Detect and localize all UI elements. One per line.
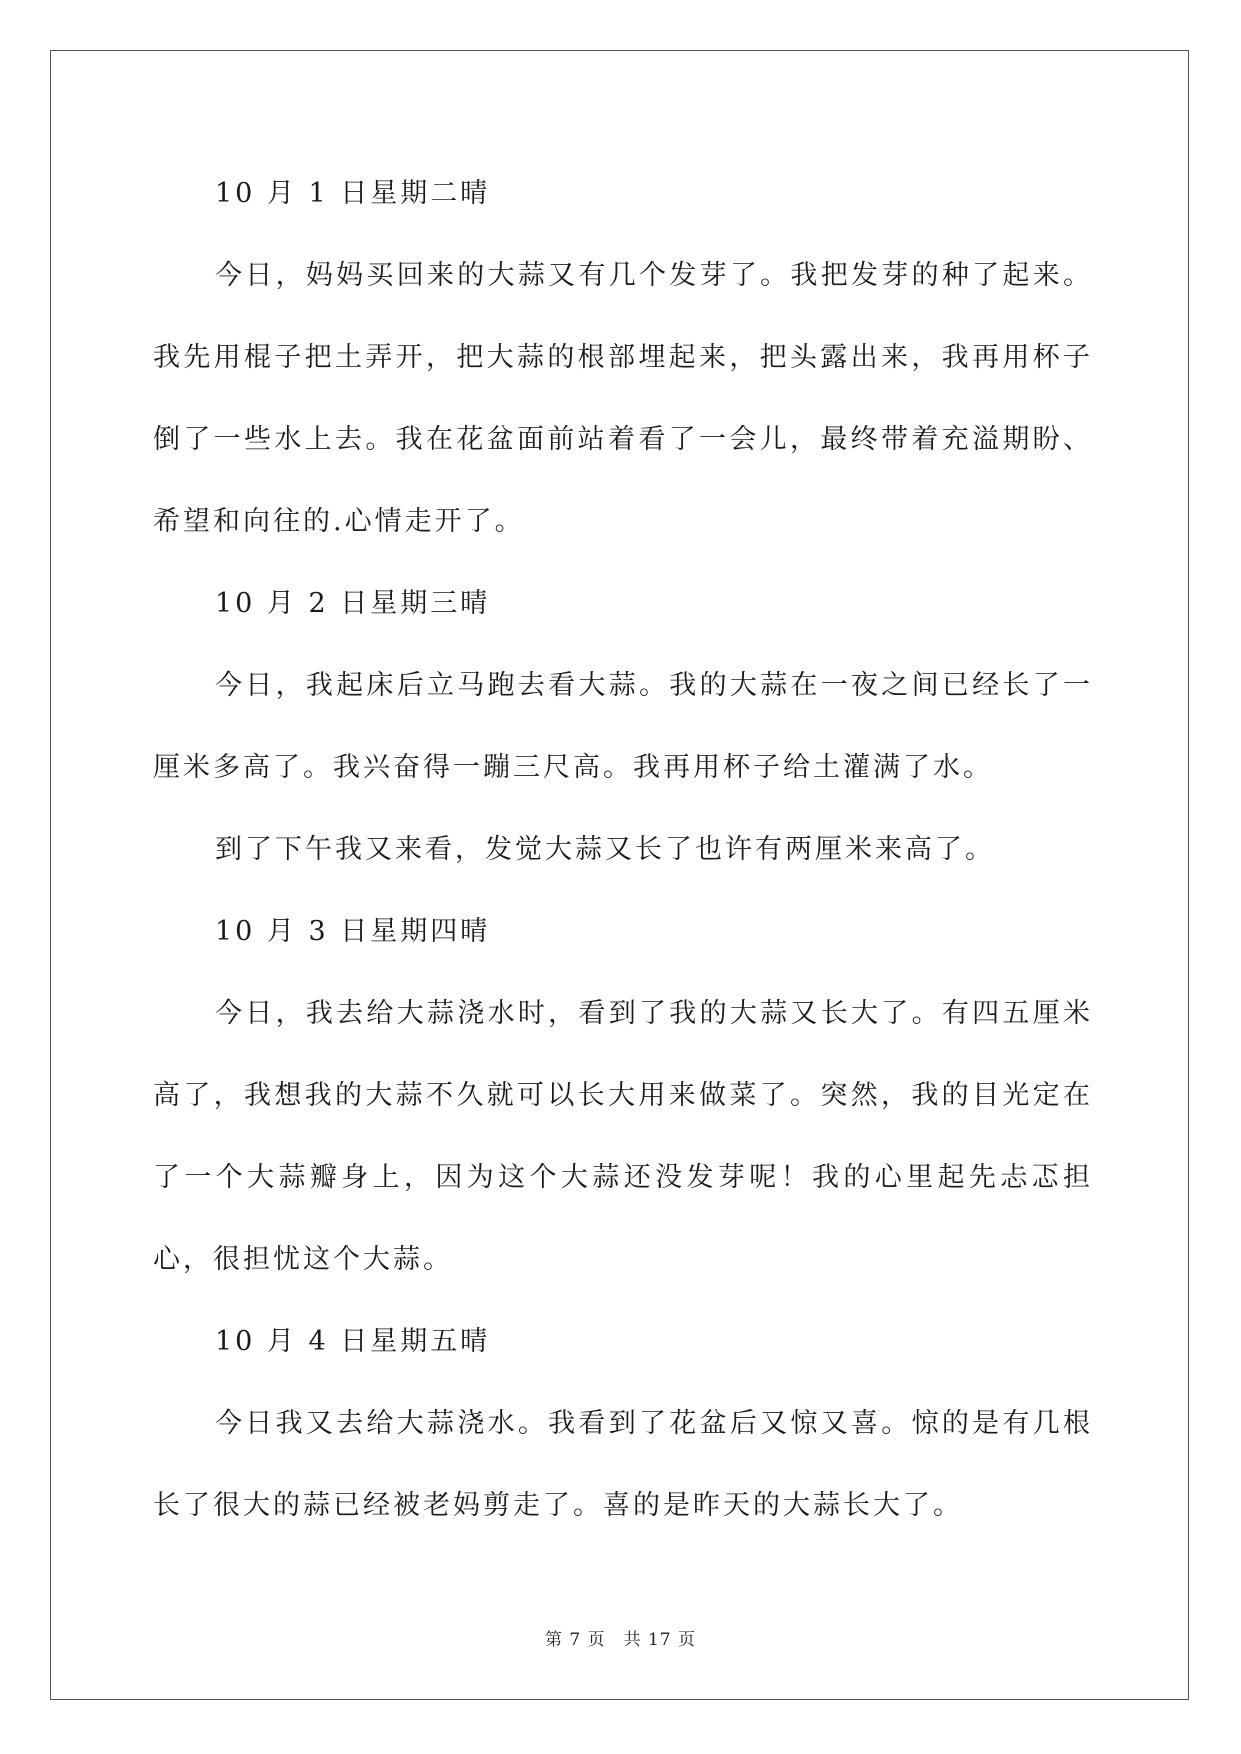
diary-entry-paragraph: 今日，我起床后立马跑去看大蒜。我的大蒜在一夜之间已经长了一厘米多高了。我兴奋得一蹦三尺高。我再用杯子给土灌满了水。 — [153, 670, 1093, 783]
diary-entry-paragraph: 今日，我去给大蒜浇水时，看到了我的大蒜又长大了。有四五厘米高了，我想我的大蒜不久就可以长大用来做菜了。突然，我的目光定在了一个大蒜瓣身上，因为这个大蒜还没发芽呢！我的心里起先忐忑担心，很担忧这个大蒜。 — [153, 998, 1093, 1275]
page-total: 共 17 页 — [623, 1630, 697, 1650]
document-body — [153, 153, 1093, 1547]
diary-date-heading: 10 月 2 日星期三晴 — [215, 588, 491, 619]
diary-entry-paragraph: 到了下午我又来看，发觉大蒜又长了也许有两厘米来高了。 — [215, 834, 995, 865]
page-number: 第 7 页 — [544, 1630, 606, 1650]
page-footer — [0, 1625, 1241, 1650]
diary-date-heading: 10 月 3 日星期四晴 — [215, 916, 491, 947]
diary-date-heading: 10 月 4 日星期五晴 — [215, 1326, 491, 1357]
diary-entry-paragraph: 今日，妈妈买回来的大蒜又有几个发芽了。我把发芽的种了起来。我先用棍子把土弄开，把大蒜的根部埋起来，把头露出来，我再用杯子倒了一些水上去。我在花盆面前站着看了一会儿，最终带着充溢期盼、希望和向往的.心情走开了。 — [153, 260, 1093, 537]
diary-date-heading: 10 月 1 日星期二晴 — [215, 178, 491, 209]
diary-entry-paragraph: 今日我又去给大蒜浇水。我看到了花盆后又惊又喜。惊的是有几根长了很大的蒜已经被老妈剪走了。喜的是昨天的大蒜长大了。 — [153, 1408, 1093, 1521]
